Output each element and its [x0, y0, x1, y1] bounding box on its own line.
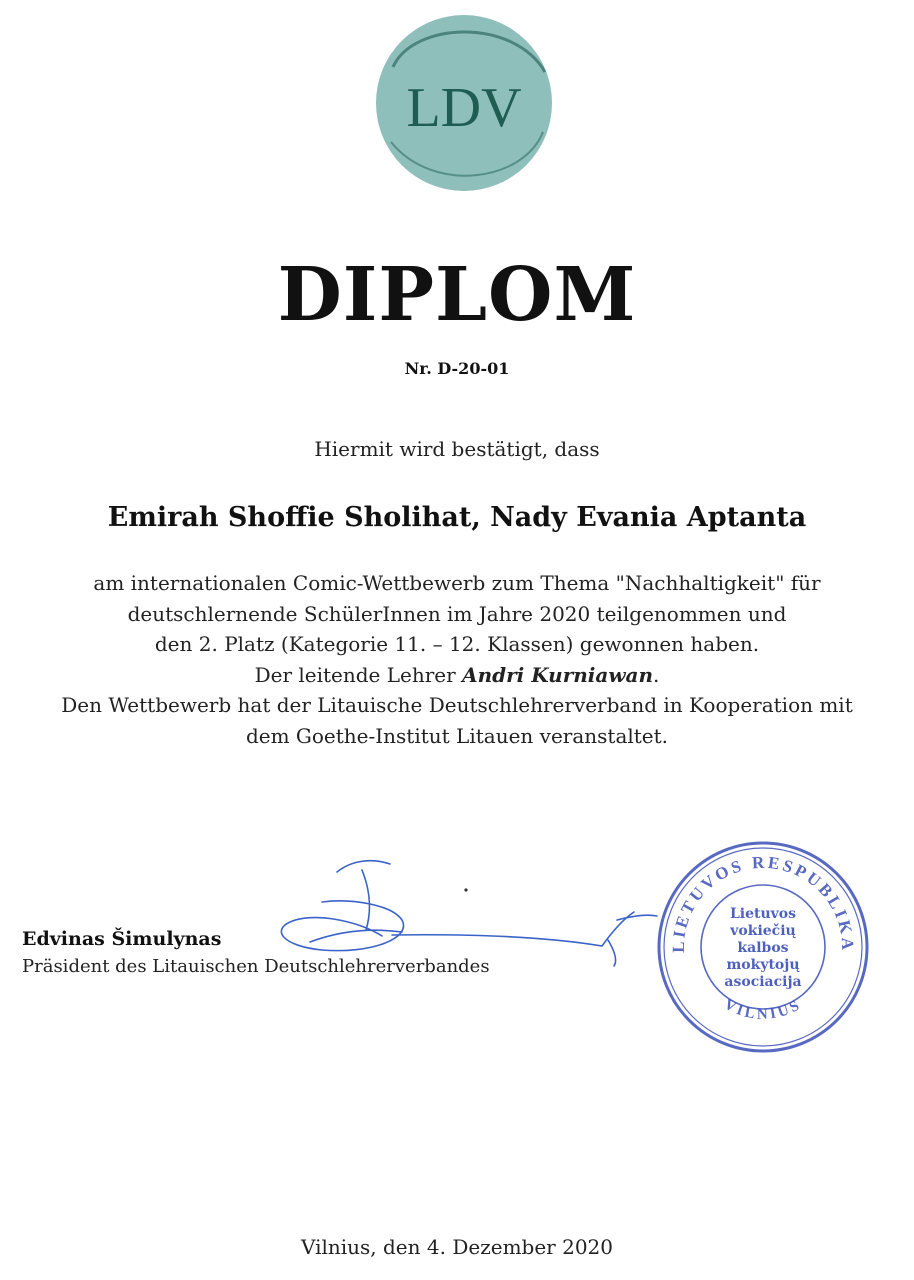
stamp-center-line: Lietuvos [729, 906, 797, 922]
teacher-line [0, 660, 914, 691]
stamp-ring-bottom: VILNIUS [721, 996, 805, 1023]
document-title: DIPLOM [277, 252, 637, 338]
body-line: deutschlernende SchülerInnen im Jahre 2020 teilgenommen und [127, 601, 787, 626]
signer-name: Edvinas Šimulynas [22, 928, 222, 950]
intro-text: Hiermit wird bestätigt, dass [314, 437, 600, 461]
stamp-center-line: asociacija [724, 974, 802, 990]
stamp-center-line: kalbos [737, 940, 789, 956]
teacher-name: Andri Kurniawan [462, 662, 654, 687]
teacher-prefix: Der leitende Lehrer [254, 662, 463, 687]
stamp-center-line: mokytojų [726, 957, 800, 973]
teacher-suffix: . [653, 662, 660, 687]
diploma-number: Nr. D-20-01 [404, 359, 510, 378]
signature [262, 850, 662, 970]
stamp-ring-top: LIETUVOS RESPUBLIKA [668, 852, 858, 953]
logo-text: LDV [406, 77, 522, 139]
body-line: Den Wettbewerb hat der Litauische Deutschlehrerverband in Kooperation mit [61, 693, 853, 717]
signer-title: Präsident des Litauischen Deutschlehrerverbandes [22, 956, 490, 977]
diploma-body [0, 568, 914, 751]
body-line: dem Goethe-Institut Litauen veranstaltet. [245, 723, 669, 748]
stamp-center-line: vokiečių [730, 923, 796, 939]
svg-text:VILNIUS [721, 997, 804, 1023]
body-line: am internationalen Comic-Wettbewerb zum Thema "Nachhaltigkeit" für [93, 571, 821, 595]
official-stamp [654, 838, 872, 1056]
recipient-names: Emirah Shoffie Sholihat, Nady Evania Aptanta [107, 502, 807, 533]
ldv-logo [373, 12, 555, 194]
place-and-date: Vilnius, den 4. Dezember 2020 [300, 1235, 613, 1259]
body-line: den 2. Platz (Kategorie 11. – 12. Klassen) gewonnen haben. [154, 632, 760, 656]
